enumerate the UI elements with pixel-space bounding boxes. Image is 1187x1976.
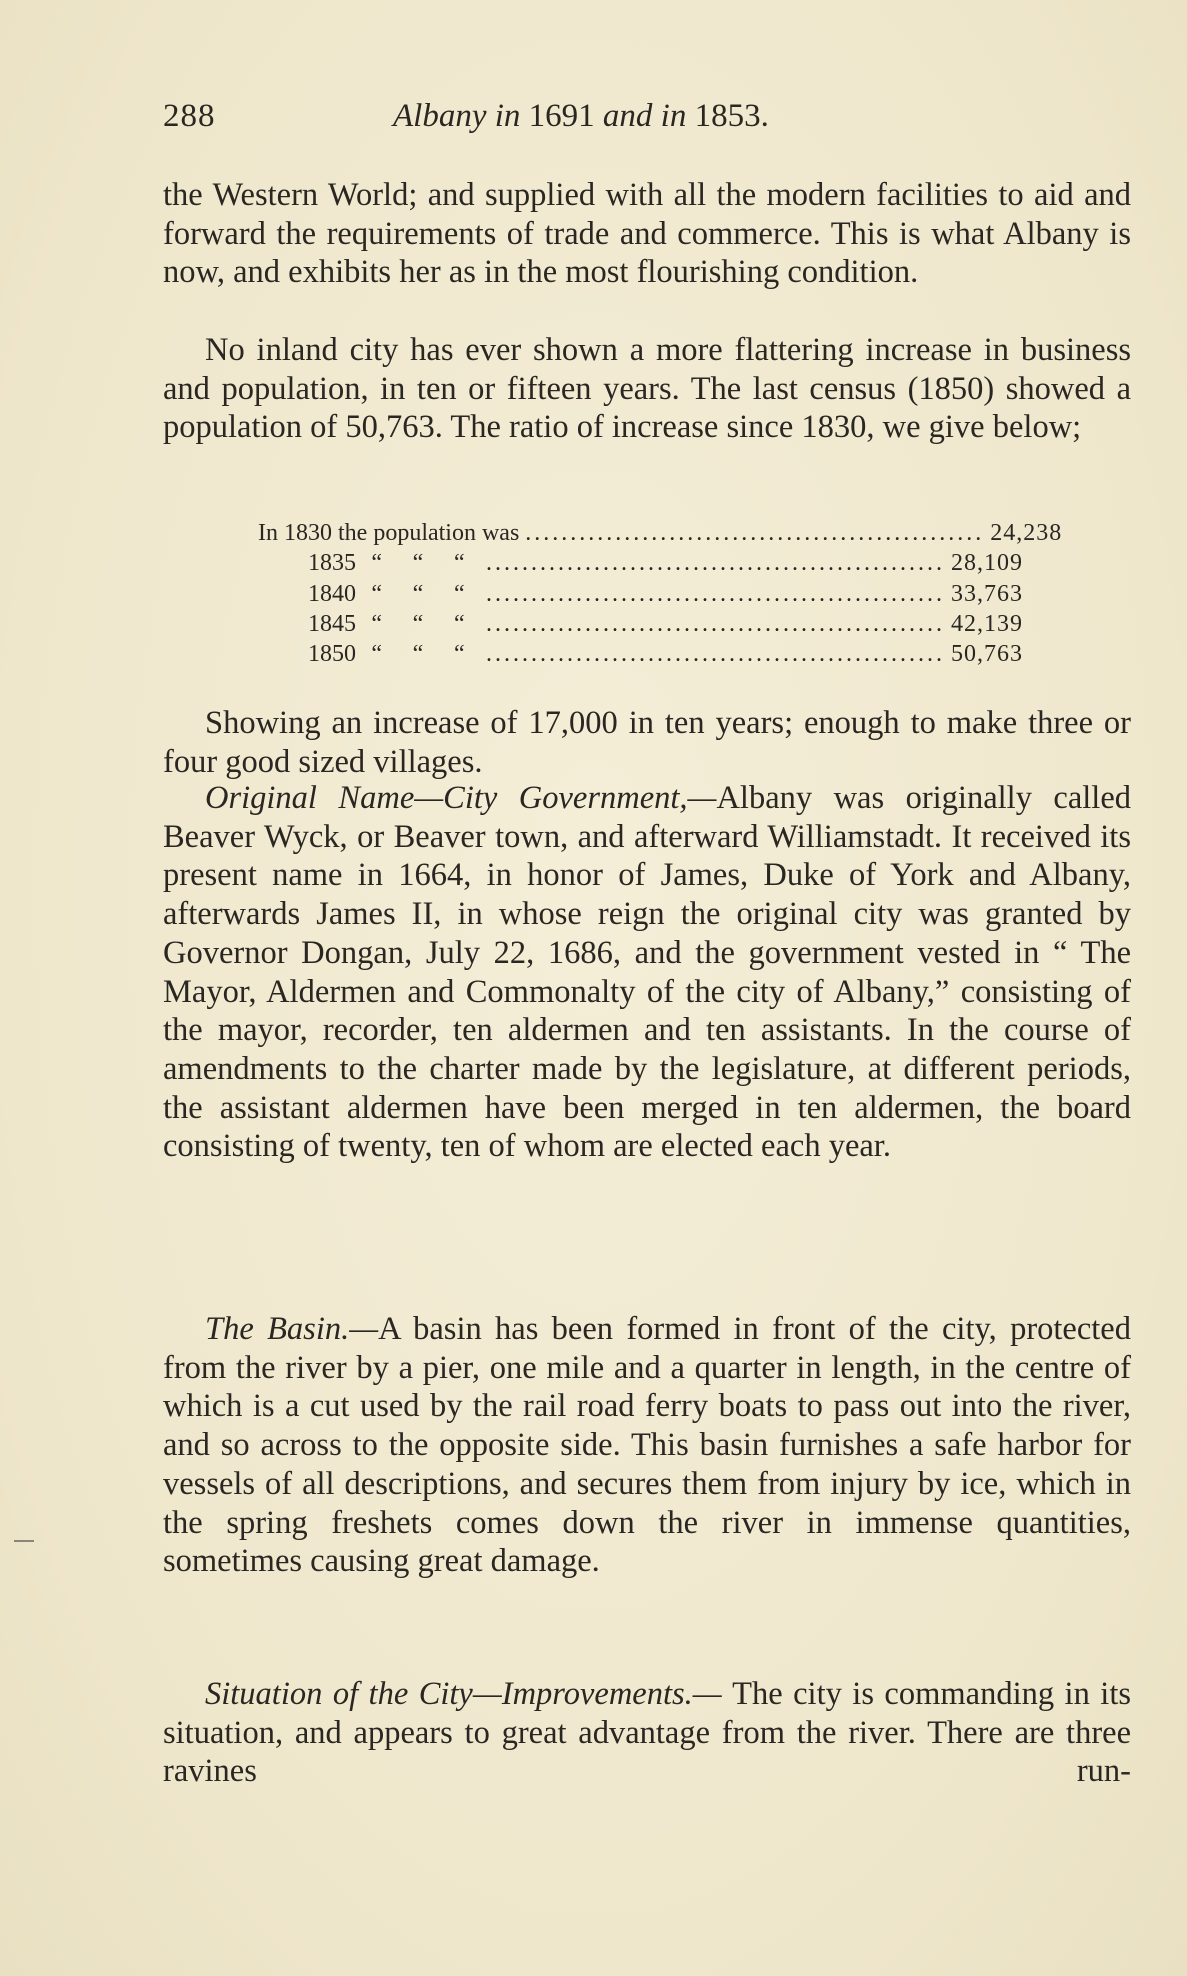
margin-mark xyxy=(14,1540,34,1542)
census-row-1845 xyxy=(258,609,1023,639)
census-row-1835 xyxy=(258,548,1023,578)
ditto-mark: “ xyxy=(371,641,382,668)
census-row-1850 xyxy=(258,639,1023,669)
ditto-mark: “ xyxy=(412,580,424,607)
census-population: 33,763 xyxy=(950,580,1023,607)
census-row-1840 xyxy=(258,579,1023,609)
paragraph-basin-body: A basin has been formed in front of the city, protected from the river by a pier, one mile and a quarter in length, in the centre of which is a cut used by the rail road ferry boats to pass out into the river, and so across to the opposite side. This basin furnishes a safe harbor for vessels of all descriptions, and secures them from injury by ice, which in the spring freshets comes down the river in immense quantities, sometimes causing great damage. xyxy=(163,1311,1131,1580)
ditto-mark: “ xyxy=(453,550,465,577)
census-year: 1840 xyxy=(308,580,356,607)
paragraph-population: No inland city has ever shown a more flattering increase in business and population, in ten or fifteen years. The last census (1850) showed a population of 50,763. The ratio of increase since 1830, we give below; xyxy=(163,332,1131,446)
paragraph-situation xyxy=(163,1675,1131,1791)
section-heading-situation: Situation of the City—Improvements.— xyxy=(205,1676,733,1712)
census-year: 1845 xyxy=(308,610,356,637)
ditto-mark: “ xyxy=(453,641,465,668)
ditto-mark: “ xyxy=(412,610,424,637)
leader-dots: ................................................... xyxy=(485,550,945,577)
running-title-year2: 1853. xyxy=(694,98,769,134)
running-title-part1: Albany in xyxy=(393,98,521,134)
section-heading-original-name: Original Name—City Government,— xyxy=(205,780,717,816)
leader-dots: ................................................... xyxy=(485,610,945,637)
census-population: 28,109 xyxy=(950,550,1023,577)
paragraph-original-name-body: Albany was originally called Beaver Wyck, or Beaver town, and afterward Williamstadt. It received its present name in 1664, in honor of James, Duke of York and Albany, afterwards James II, in whose reign the original city was granted by Governor Dongan, July 22, 1686, and the government vested in “ The Mayor, Aldermen and Commonalty of the city of Albany,” consisting of the mayor, recorder, ten aldermen and ten assistants. In the course of amendments to the charter made by the legislature, at different periods, the assistant aldermen have been merged in ten aldermen, the board consisting of twenty, ten of whom are elected each year. xyxy=(163,780,1131,1165)
ditto-mark: “ xyxy=(371,550,382,577)
page-header xyxy=(163,98,923,142)
ditto-mark: “ xyxy=(371,580,382,607)
ditto-mark: “ xyxy=(453,580,465,607)
census-year: 1835 xyxy=(308,550,356,577)
page-number: 288 xyxy=(163,98,216,134)
running-title-part2: and in xyxy=(602,98,687,134)
leader-dots: ................................................... xyxy=(525,520,985,546)
census-population: 24,238 xyxy=(990,520,1063,546)
section-heading-basin: The Basin.— xyxy=(205,1311,379,1347)
ditto-mark: “ xyxy=(412,550,424,577)
ditto-mark: “ xyxy=(453,610,465,637)
paragraph-basin xyxy=(163,1310,1131,1581)
ditto-mark: “ xyxy=(412,641,424,668)
paragraph-situation-body: The city is commanding in its situation, and appears to great advantage from the river. There are three ravines run- xyxy=(163,1676,1131,1790)
leader-dots: ................................................... xyxy=(485,580,945,607)
running-title-year1: 1691 xyxy=(528,98,595,134)
paragraph-original-name xyxy=(163,779,1131,1166)
census-row-prefix: In 1830 the population was xyxy=(258,520,520,546)
running-title xyxy=(393,98,769,135)
census-population: 50,763 xyxy=(950,641,1023,668)
ditto-mark: “ xyxy=(371,610,382,637)
leader-dots: ................................................... xyxy=(485,641,945,668)
census-row-1830 xyxy=(258,518,1063,548)
census-population: 42,139 xyxy=(950,610,1023,637)
paragraph-increase: Showing an increase of 17,000 in ten years; enough to make three or four good sized villages. xyxy=(163,705,1131,780)
census-table xyxy=(258,518,1063,669)
paragraph-continued: the Western World; and supplied with all the modern facilities to aid and forward the requirements of trade and commerce. This is what Albany is now, and exhibits her as in the most flourishing condition. xyxy=(163,177,1131,291)
census-year: 1850 xyxy=(308,641,356,668)
